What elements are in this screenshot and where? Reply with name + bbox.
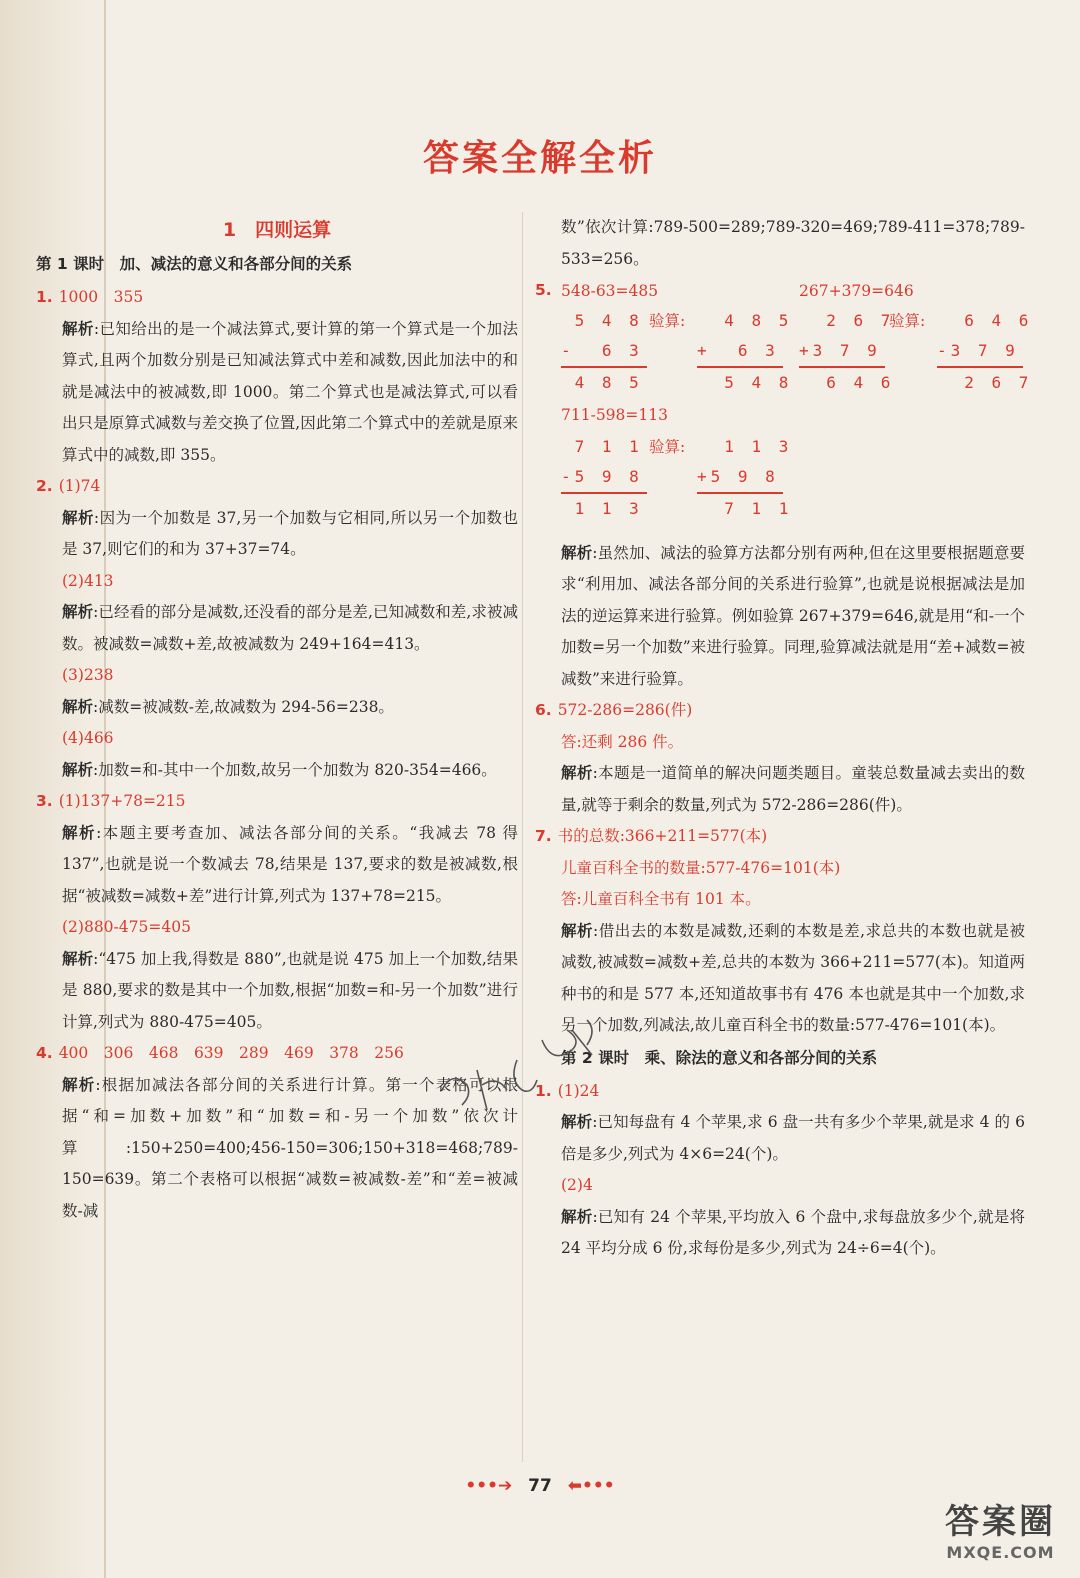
watermark-title: 答案圈: [945, 1502, 1056, 1542]
explanation-6: [535, 758, 1025, 821]
question-3: [36, 786, 518, 818]
explanation-label: 解析: [62, 697, 94, 716]
answer: (1)74: [58, 477, 101, 495]
explanation-label: 解析: [561, 921, 593, 940]
explanation-label: 解析: [62, 1075, 96, 1094]
explanation-4-continued: 数”依次计算:789-500=289;789-320=469;789-411=378;789-533=256。: [561, 218, 1025, 268]
answer: 书的总数:366+211=577(本): [557, 827, 768, 845]
calc-row: +3 7 9: [799, 340, 881, 360]
reply-6: 答:还剩 286 件。: [561, 732, 684, 751]
question-number: 2.: [36, 477, 53, 495]
explanation-2-4: [36, 755, 518, 787]
explanation-label: 解析: [561, 1113, 593, 1131]
explanation-text: :已知给出的是一个减法算式,要计算的第一个算式是一个加法算式,且两个加数分别是已知减法算式中差和减数,因此加法中的和就是减法中的被减数,即 1000。第二个算式也是减法算式,可以看出只是原算式减数与差交换了位置,因此第二个算式中的差就是原来算式中的减数,即 355。: [62, 319, 518, 464]
explanation-label: 解析: [62, 508, 94, 527]
scribble-stroke: [442, 1020, 592, 1110]
explanation-label: 解析: [561, 1207, 593, 1226]
answer: 1000 355: [58, 288, 144, 306]
question-number: 6.: [535, 701, 552, 719]
arrow-left-icon: ⬅•••: [567, 1476, 615, 1496]
calc-row: 1 1 3: [561, 492, 647, 524]
vertical-calculations: [561, 276, 1033, 538]
page-title: 答案全解全析: [422, 138, 657, 179]
explanation-3-1: [36, 818, 518, 913]
explanation-text: :已知每盘有 4 个苹果,求 6 盘一共有多少个苹果,就是求 4 的 6 倍是多少,列式为 4×6=24(个)。: [561, 1113, 1025, 1163]
answer-2-4: (4)466: [62, 729, 114, 747]
column-divider: [522, 212, 523, 1462]
explanation-text: :减数=被减数-差,故减数为 294-56=238。: [93, 697, 394, 716]
lesson-1-title: 第 1 课时 加、减法的意义和各部分间的关系: [36, 255, 353, 273]
vertical-calc-1: [561, 306, 647, 398]
question-number: 3.: [36, 792, 53, 810]
calc-row: 6 4 6: [937, 310, 1033, 330]
page-footer: [0, 1476, 1080, 1496]
calc-row: 2 6 7: [799, 310, 895, 330]
explanation-label: 解析: [561, 764, 593, 782]
watermark-url: MXQE.COM: [946, 1543, 1055, 1562]
vertical-calc-5: [561, 432, 647, 524]
arrow-right-icon: •••➔: [465, 1476, 513, 1496]
question-6: [535, 695, 1025, 727]
explanation-label: 解析: [62, 319, 94, 338]
explanation-label: 解析: [62, 760, 94, 779]
explanation-text: :已经看的部分是减数,还没看的部分是差,已知减数和差,求被减数。被减数=减数+差,故被减数为 249+164=413。: [62, 603, 518, 653]
explanation-text: :因为一个加数是 37,另一个加数与它相同,所以另一个加数也是 37,则它们的和为 37+37=74。: [62, 508, 518, 558]
explanation-label: 解析: [561, 543, 593, 562]
calc-row: 4 8 5: [697, 310, 793, 330]
calc-row: 4 8 5: [561, 366, 647, 398]
calc-row: 6 4 6: [799, 366, 885, 398]
answer: (1)137+78=215: [58, 792, 186, 810]
equation-1: 548-63=485: [561, 281, 659, 300]
calc-row: 7 1 1: [697, 492, 783, 524]
equation-2: 267+379=646: [799, 281, 914, 300]
question-7: [535, 821, 1025, 853]
calc-row: -5 9 8: [561, 466, 643, 486]
explanation-text: :本题主要考查加、减法各部分间的关系。“我减去 78 得 137”,也就是说一个数减去 78,结果是 137,要求的数是被减数,根据“被减数=减数+差”进行计算,列式为 137+78=215。: [62, 823, 518, 905]
calc-row: + 6 3: [697, 340, 779, 360]
vertical-calc-2: [697, 306, 793, 398]
watermark-logo: [945, 1494, 1056, 1562]
vertical-calc-6: [697, 432, 793, 524]
explanation-1: [36, 314, 518, 472]
explanation-text: :加数=和-其中一个加数,故另一个加数为 820-354=466。: [93, 760, 497, 779]
question-number: 5.: [535, 281, 552, 299]
unit-title: 1 四则运算: [222, 219, 332, 241]
answer: (1)24: [557, 1081, 600, 1100]
answer-2-2: (2)413: [62, 571, 114, 590]
calc-row: +5 9 8: [697, 466, 779, 486]
check-label: 验算:: [889, 311, 926, 330]
equation-3: 711-598=113: [561, 405, 668, 424]
explanation-text: :虽然加、减法的验算方法都分别有两种,但在这里要根据题意要求“利用加、减法各部分间的关系进行验算”,也就是说根据减法是加法的逆运算来进行验算。例如验算 267+379=646,就是用“和-一个加数=另一个加数”来进行验算。同理,验算减法就是用“差+减数=被减数”来进行验算。: [561, 543, 1025, 688]
calc-row: 7 1 1: [561, 436, 643, 456]
question-number: 4.: [36, 1044, 53, 1062]
question-1: [36, 282, 518, 314]
answer-7-2: 儿童百科全书的数量:577-476=101(本): [561, 858, 841, 877]
calc-row: -3 7 9: [937, 340, 1019, 360]
question-number: 1.: [36, 288, 53, 306]
lesson2-answer-1-2: (2)4: [561, 1176, 593, 1194]
calc-row: 5 4 8: [697, 366, 783, 398]
lesson2-explanation-1-2: [535, 1202, 1025, 1265]
explanation-text: :已知有 24 个苹果,平均放入 6 个盘中,求每盘放多少个,就是将 24 平均分成 6 份,求每份是多少,列式为 24÷6=4(个)。: [561, 1207, 1025, 1257]
pencil-scribble: [422, 1000, 622, 1120]
explanation-label: 解析: [62, 823, 97, 842]
explanation-text: :“475 加上我,得数是 880”,也就是说 475 加上一个加数,结果是 880,要求的数是其中一个加数,根据“加数=和-另一个加数”进行计算,列式为 880-475=405。: [62, 949, 518, 1031]
reply-7: 答:儿童百科全书有 101 本。: [561, 890, 761, 908]
explanation-2-3: [36, 692, 518, 724]
question-2: [36, 471, 518, 503]
explanation-2-2: [36, 597, 518, 660]
question-number: 1.: [535, 1081, 552, 1100]
lesson-2-title: 第 2 课时 乘、除法的意义和各部分间的关系: [561, 1048, 878, 1067]
answer: 400 306 468 639 289 469 378 256: [58, 1044, 404, 1062]
answer-3-2: (2)880-475=405: [62, 918, 191, 936]
answer: 572-286=286(件): [557, 701, 693, 719]
explanation-2-1: [36, 503, 518, 566]
vertical-calc-3: [799, 306, 895, 398]
calc-row: 1 1 3: [697, 436, 793, 456]
calc-row: - 6 3: [561, 340, 643, 360]
question-number: 7.: [535, 827, 552, 845]
explanation-label: 解析: [62, 949, 94, 968]
explanation-label: 解析: [62, 603, 94, 621]
vertical-calc-4: [937, 306, 1033, 398]
answer-2-3: (3)238: [62, 666, 114, 684]
check-label: 验算:: [649, 437, 686, 456]
explanation-text: :根据加减法各部分间的关系进行计算。第一个表格可以根据“和=加数+加数”和“加数=和-另一个加数”依次计算:150+250=400;456-150=306;150+318=468;789-150=639。第二个表格可以根据“减数=被减数-差”和“差=被减数-减: [62, 1075, 518, 1220]
calc-row: 5 4 8: [561, 310, 643, 330]
explanation-text: :本题是一道简单的解决问题类题目。童装总数量减去卖出的数量,就等于剩余的数量,列式为 572-286=286(件)。: [561, 764, 1025, 814]
check-label: 验算:: [649, 311, 686, 330]
calc-row: 2 6 7: [937, 366, 1023, 398]
explanation-5: [535, 538, 1025, 696]
page-number: 77: [528, 1476, 552, 1496]
explanation-text: :借出去的本数是减数,还剩的本数是差,求总共的本数也就是被减数,被减数=减数+差,总共的本数为 366+211=577(本)。知道两种书的和是 577 本,还知道故事书有 476 本也就是其中一个加数,求另一个加数,列减法,故儿童百科全书的数量:577-476=101(本)。: [561, 921, 1025, 1034]
